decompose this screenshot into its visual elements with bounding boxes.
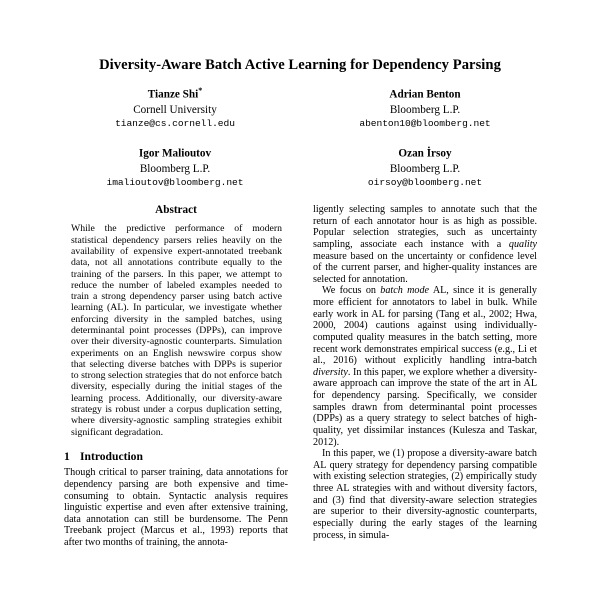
author-affiliation: Cornell University: [133, 103, 217, 116]
left-column: [64, 204, 288, 549]
author-row: [50, 86, 550, 130]
abstract-heading: Abstract: [155, 204, 197, 216]
paragraph: Though critical to parser training, data annotations for dependency parsing are both expensive and time-consuming to obtain. Syntactic analysis requires linguistic expertise and even after extensive training, data annotation can still be burdensome. The Penn Treebank project (Marcus et al., 1993) reports that after two months of training, the annota-: [64, 467, 288, 549]
author-email: oirsoy@bloomberg.net: [367, 176, 483, 188]
section-title: Introduction: [80, 449, 143, 463]
author-email: tianze@cs.cornell.edu: [115, 117, 235, 129]
author-row: [50, 145, 550, 189]
section-heading-introduction: [64, 450, 288, 463]
author-entry: [300, 86, 550, 130]
author-entry: [50, 86, 300, 130]
abstract-text: While the predictive performance of modern statistical dependency parsers relies heavily on the availability of expensive expert-annotated treebank data, not all annotations contribute equally to the training of the parsers. In this paper, we attempt to reduce the number of labeled examples needed to train a strong dependency parser using batch active learning (AL). In particular, we investigate whether enforcing diversity in the sampled batches, using determinantal point processes (DPPs), can improve over their diversity-agnostic counterparts. Simulation experiments on an English newswire corpus show that selecting diverse batches with DPPs is superior to strong selection strategies that do not enforce batch diversity, especially during the initial stages of the learning process. Additionally, our diversity-aware strategy is robust under a corpus duplication setting, where diversity-agnostic sampling strategies exhibit significant degradation.: [71, 223, 282, 438]
section-number: 1: [64, 449, 70, 463]
author-entry: [300, 145, 550, 189]
author-email: imalioutov@bloomberg.net: [106, 176, 244, 188]
author-entry: [50, 145, 300, 189]
author-footnote-marker: *: [198, 86, 203, 95]
paragraph: We focus on batch mode AL, since it is generally more efficient for annotators to label in bulk. While early work in AL for parsing (Tang et al., 2002; Hwa, 2000, 2004) cautions against using individually-computed quality measures in the batch setting, more recent work demonstrates empirical success (e.g., Li et al., 2016) without explicitly handling intra-batch diversity. In this paper, we explore whether a diversity-aware approach can improve the state of the art in AL for dependency parsing. Specifically, we consider samples drawn from determinantal point processes (DPPs) as a query strategy to select batches of high-quality, yet dissimilar instances (Kulesza and Taskar, 2012).: [313, 285, 537, 448]
paragraph: ligently selecting samples to annotate such that the return of each annotator hour is as high as possible. Popular selection strategies, such as uncertainty sampling, associate each instance with a quality measure based on the uncertainty or confidence level of the current parser, and higher-quality instances are selected for annotation.: [313, 204, 537, 285]
right-column: [313, 204, 537, 541]
paragraph: In this paper, we (1) propose a diversity-aware batch AL query strategy for dependency parsing compatible with existing selection strategies, (2) empirically study three AL strategies with and without diversity factors, and (3) find that diversity-aware selection strategies are superior to their diversity-agnostic counterparts, especially during the early stages of the learning process, in simula-: [313, 448, 537, 541]
author-affiliation: Bloomberg L.P.: [389, 162, 461, 175]
author-block: [50, 86, 550, 190]
author-email: abenton10@bloomberg.net: [359, 117, 491, 129]
author-name: Tianze Shi*: [147, 86, 203, 101]
page-title: Diversity-Aware Batch Active Learning for Dependency Parsing: [99, 57, 501, 73]
author-name: Igor Malioutov: [138, 148, 212, 160]
author-name: Ozan İrsoy: [398, 148, 452, 160]
author-affiliation: Bloomberg L.P.: [389, 103, 461, 116]
author-name: Adrian Benton: [389, 88, 461, 101]
author-affiliation: Bloomberg L.P.: [139, 162, 211, 175]
